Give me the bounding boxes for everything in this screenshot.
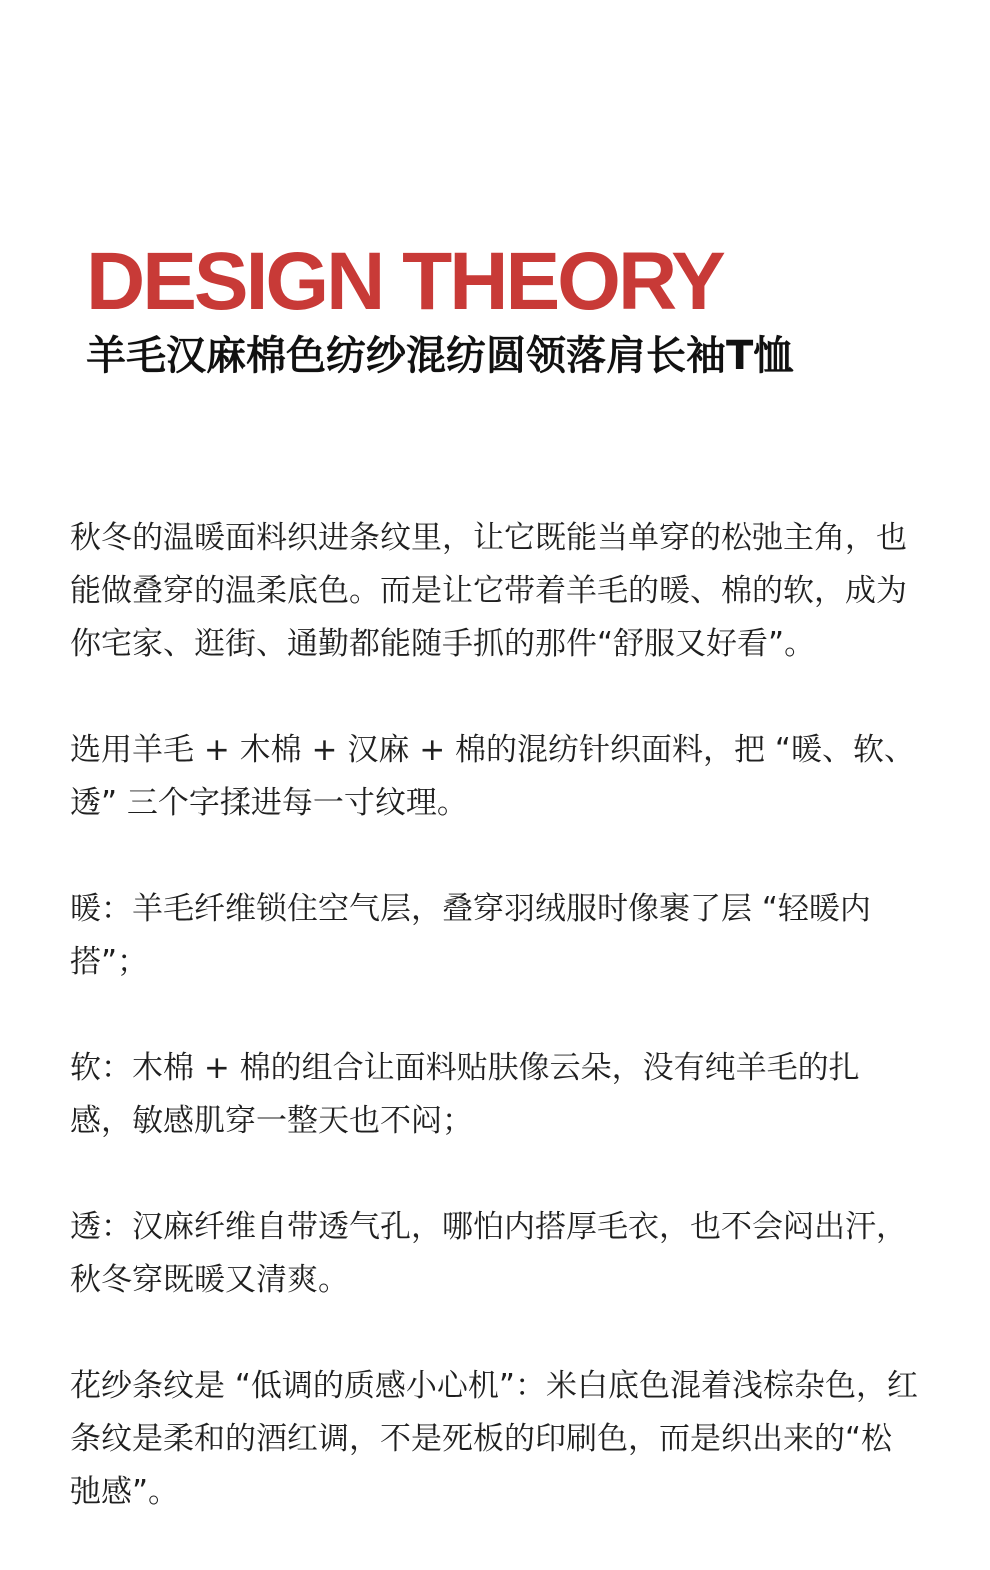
paragraph-breathable: 透：汉麻纤维自带透气孔，哪怕内搭厚毛衣，也不会闷出汗，秋冬穿既暖又清爽。 xyxy=(70,1209,907,1298)
paragraph-warm: 暖：羊毛纤维锁住空气层，叠穿羽绒服时像裹了层 “轻暖内搭”； xyxy=(70,891,871,980)
header xyxy=(86,236,946,384)
paragraph-fabric: 选用羊毛 + 木棉 + 汉麻 + 棉的混纺针织面料，把 “暖、软、透” 三个字揉进每一寸纹理。 xyxy=(70,732,915,821)
product-title: 羊毛汉麻棉色纺纱混纺圆领落肩长袖T恤 xyxy=(86,333,794,379)
paragraph-soft: 软：木棉 + 棉的组合让面料贴肤像云朵，没有纯羊毛的扎感，敏感肌穿一整天也不闷； xyxy=(70,1050,860,1139)
description-body xyxy=(70,512,920,1519)
paragraph-intro: 秋冬的温暖面料织进条纹里，让它既能当单穿的松弛主角，也能做叠穿的温柔底色。而是让它带着羊毛的暖、棉的软，成为你宅家、逛街、通勤都能随手抓的那件“舒服又好看”。 xyxy=(70,520,907,662)
paragraph-stripe: 花纱条纹是 “低调的质感小心机”：米白底色混着浅棕杂色，红条纹是柔和的酒红调，不是死板的印刷色，而是织出来的“松弛感”。 xyxy=(70,1368,918,1510)
page-title: DESIGN THEORY xyxy=(86,236,723,327)
